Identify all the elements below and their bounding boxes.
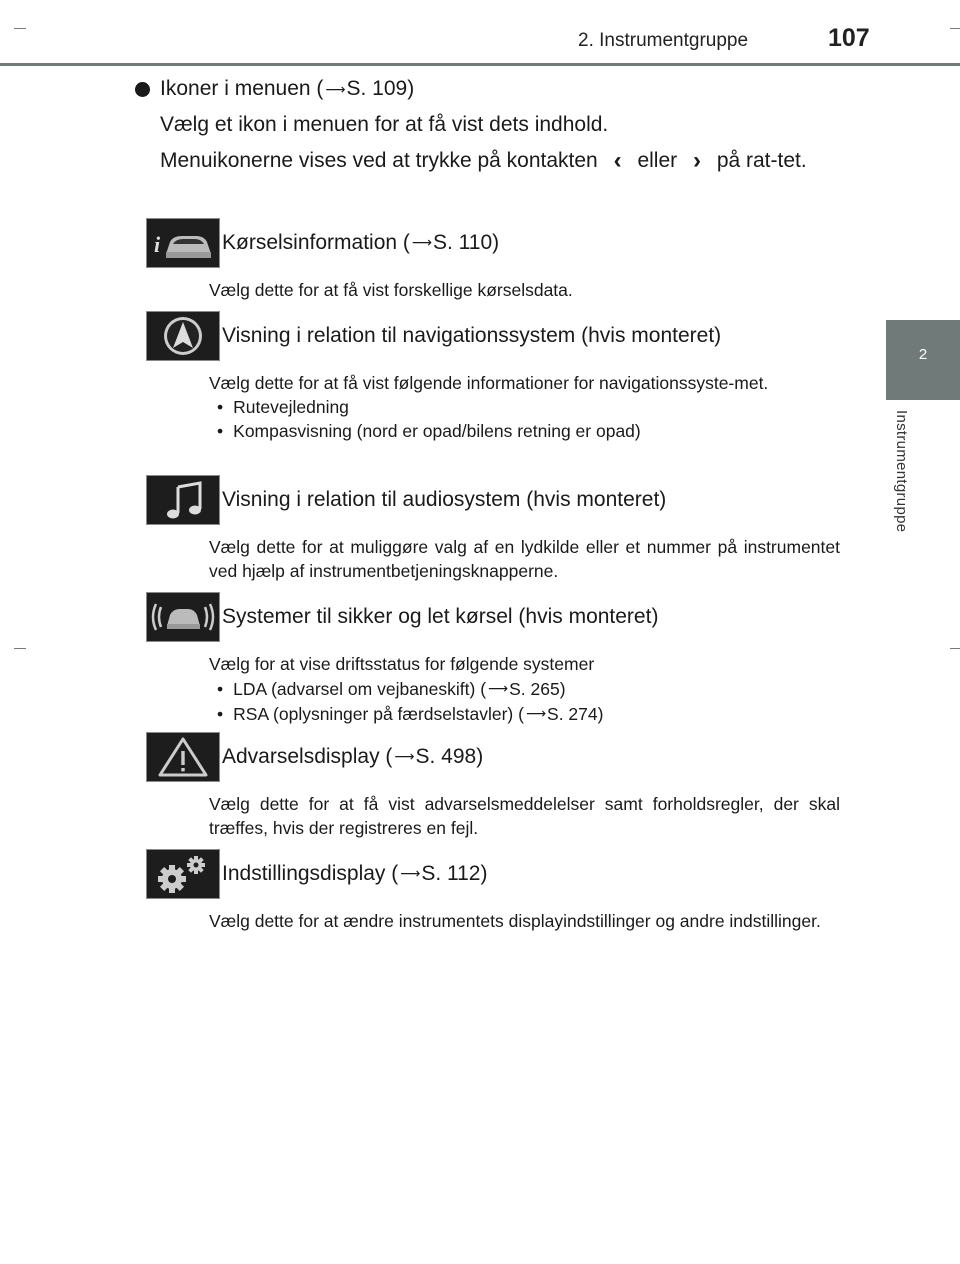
bullet-list (209, 395, 840, 443)
arrow-right-icon: ⟶ (488, 680, 509, 696)
item-ref: S. 498) (415, 745, 484, 768)
intro-line-2-a: Menuikonerne vises ved at trykke på kontakten (160, 149, 598, 172)
arrow-right-icon: ⟶ (325, 81, 346, 97)
menu-item-settings-display (146, 849, 840, 933)
svg-text:i: i (154, 232, 161, 257)
arrow-right-icon: ⟶ (394, 748, 415, 764)
gears-icon (146, 849, 220, 899)
list-item: • Rutevejledning (217, 395, 840, 419)
menu-item-navigation (146, 311, 840, 443)
item-description: Vælg for at vise driftsstatus for følgende systemer (209, 654, 595, 674)
menu-item-audio (146, 475, 840, 583)
item-ref: S. 112) (421, 862, 488, 885)
item-title: Systemer til sikker og let kørsel (hvis monteret) (222, 605, 659, 628)
intro-heading (135, 74, 840, 104)
item-title: Visning i relation til navigationssystem (hvis monteret) (222, 324, 722, 347)
bullet-icon (135, 82, 150, 97)
music-note-icon (146, 475, 220, 525)
list-item (217, 701, 840, 726)
list-item-text: RSA (oplysninger på færdselstavler) ( (233, 704, 524, 724)
car-info-icon (146, 218, 220, 268)
section-title: 2. Instrumentgruppe (578, 30, 749, 51)
menu-item-safety-systems (146, 592, 840, 726)
item-title: Advarselsdisplay ( (222, 745, 393, 768)
menu-item-driving-info (146, 218, 840, 302)
menu-item-warning-display (146, 732, 840, 840)
list-item-ref: S. 265) (509, 679, 566, 699)
list-item: • Kompasvisning (nord er opad/bilens retning er opad) (217, 419, 840, 443)
crop-mark (14, 28, 26, 29)
list-item-ref: S. 274) (547, 704, 604, 724)
chapter-tab: 2 (886, 320, 960, 400)
item-description: Vælg dette for at muliggøre valg af en lydkilde eller et nummer på instrumentet ved hjælp af instrumentbetjeningsknapperne. (209, 537, 840, 581)
arrow-right-icon: ⟶ (400, 865, 421, 881)
arrow-right-icon: ⟶ (411, 234, 432, 250)
item-description: Vælg dette for at få vist advarselsmeddelelser samt forholdsregler, der skal træffes, hvis der registreres en fejl. (209, 794, 840, 838)
crop-mark (950, 28, 960, 29)
navigation-arrow-icon (146, 311, 220, 361)
bullet-list (209, 676, 840, 726)
crop-mark (950, 648, 960, 649)
intro-line-1: Vælg et ikon i menuen for at få vist dets indhold. (160, 113, 609, 136)
crop-mark (14, 648, 26, 649)
intro-line-2-c: på rat-tet. (716, 149, 807, 172)
page-number: 107 (828, 24, 870, 52)
item-ref: S. 110) (432, 231, 500, 254)
intro-section (135, 74, 840, 176)
chevron-right-icon: › (692, 147, 701, 174)
car-sensor-icon (146, 592, 220, 642)
list-item (217, 676, 840, 701)
arrow-right-icon: ⟶ (525, 705, 547, 721)
item-title: Visning i relation til audiosystem (hvis monteret) (222, 488, 667, 511)
intro-heading-text: Ikoner i menuen ( (160, 77, 324, 100)
intro-heading-ref: S. 109) (346, 77, 415, 100)
intro-line-2-b: eller (637, 149, 678, 172)
item-description: Vælg dette for at få vist følgende informationer for navigationssyste-met. (209, 373, 769, 393)
item-title: Kørselsinformation ( (222, 231, 410, 254)
header-rule (0, 63, 960, 66)
chapter-label: Instrumentgruppe (893, 410, 910, 533)
item-description: Vælg dette for at ændre instrumentets displayindstillinger og andre indstillinger. (209, 911, 821, 931)
chevron-left-icon: ‹ (613, 147, 622, 174)
warning-triangle-icon (146, 732, 220, 782)
intro-line-2 (160, 146, 840, 176)
list-item-text: LDA (advarsel om vejbaneskift) ( (233, 679, 487, 699)
item-title: Indstillingsdisplay ( (222, 862, 399, 885)
item-description: Vælg dette for at få vist forskellige kørselsdata. (209, 280, 573, 300)
